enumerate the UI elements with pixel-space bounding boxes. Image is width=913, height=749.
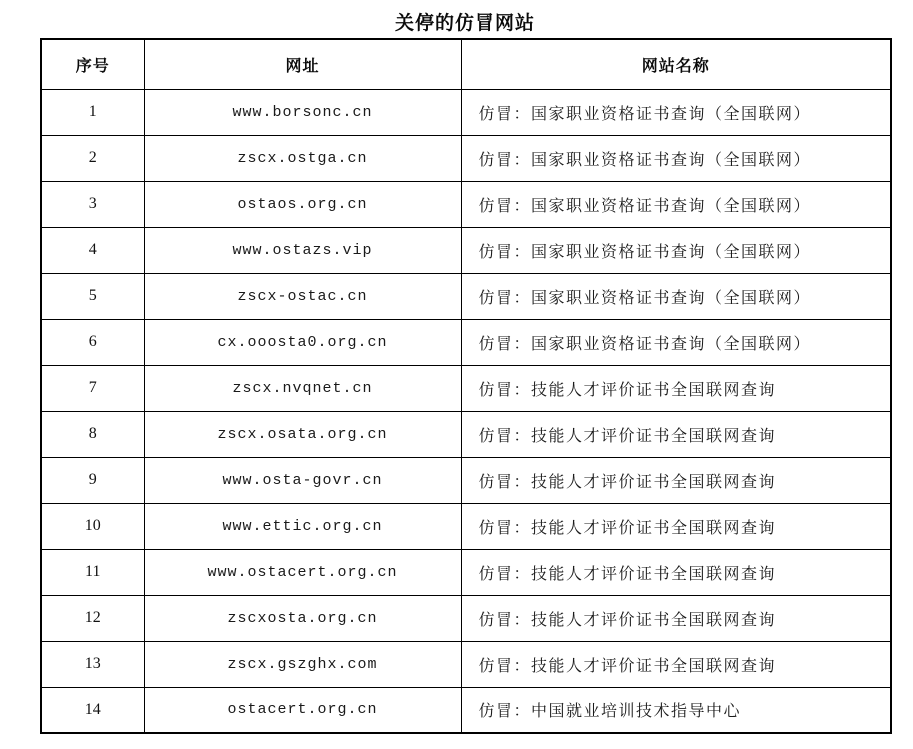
site-name: 仿冒：技能人才评价证书全国联网查询 <box>461 365 891 411</box>
row-index: 13 <box>41 641 144 687</box>
table-row <box>41 457 891 503</box>
table-row <box>41 273 891 319</box>
site-url: www.ettic.org.cn <box>144 503 461 549</box>
site-name: 仿冒：国家职业资格证书查询（全国联网） <box>461 227 891 273</box>
row-index: 1 <box>41 89 144 135</box>
row-index: 8 <box>41 411 144 457</box>
site-url: cx.ooosta0.org.cn <box>144 319 461 365</box>
table-row <box>41 365 891 411</box>
site-name: 仿冒：中国就业培训技术指导中心 <box>461 687 891 733</box>
site-url: zscx.gszghx.com <box>144 641 461 687</box>
row-index: 4 <box>41 227 144 273</box>
site-url: zscx.osata.org.cn <box>144 411 461 457</box>
site-url: www.ostazs.vip <box>144 227 461 273</box>
header-site-name: 网站名称 <box>461 39 891 89</box>
table-row <box>41 549 891 595</box>
row-index: 2 <box>41 135 144 181</box>
table-row <box>41 319 891 365</box>
site-name: 仿冒：国家职业资格证书查询（全国联网） <box>461 319 891 365</box>
site-name: 仿冒：技能人才评价证书全国联网查询 <box>461 457 891 503</box>
site-name: 仿冒：技能人才评价证书全国联网查询 <box>461 411 891 457</box>
site-name: 仿冒：技能人才评价证书全国联网查询 <box>461 595 891 641</box>
page-title: 关停的仿冒网站 <box>394 13 535 34</box>
site-name: 仿冒：技能人才评价证书全国联网查询 <box>461 641 891 687</box>
site-name: 仿冒：国家职业资格证书查询（全国联网） <box>461 273 891 319</box>
row-index: 7 <box>41 365 144 411</box>
table-row <box>41 411 891 457</box>
table-row <box>41 687 891 733</box>
site-url: ostacert.org.cn <box>144 687 461 733</box>
site-name: 仿冒：国家职业资格证书查询（全国联网） <box>461 135 891 181</box>
table-row <box>41 135 891 181</box>
row-index: 10 <box>41 503 144 549</box>
site-name: 仿冒：技能人才评价证书全国联网查询 <box>461 503 891 549</box>
row-index: 9 <box>41 457 144 503</box>
table-row <box>41 181 891 227</box>
site-url: www.borsonc.cn <box>144 89 461 135</box>
table-row <box>41 595 891 641</box>
table-row <box>41 89 891 135</box>
site-name: 仿冒：国家职业资格证书查询（全国联网） <box>461 181 891 227</box>
header-serial-number: 序号 <box>41 39 144 89</box>
table-row <box>41 641 891 687</box>
row-index: 5 <box>41 273 144 319</box>
site-url: www.ostacert.org.cn <box>144 549 461 595</box>
site-url: www.osta-govr.cn <box>144 457 461 503</box>
row-index: 12 <box>41 595 144 641</box>
table-row <box>41 227 891 273</box>
row-index: 6 <box>41 319 144 365</box>
table-row <box>41 503 891 549</box>
site-url: zscx.ostga.cn <box>144 135 461 181</box>
header-row <box>41 39 891 89</box>
site-url: zscx.nvqnet.cn <box>144 365 461 411</box>
site-url: zscx-ostac.cn <box>144 273 461 319</box>
row-index: 3 <box>41 181 144 227</box>
row-index: 14 <box>41 687 144 733</box>
fake-sites-table <box>40 38 892 734</box>
site-url: zscxosta.org.cn <box>144 595 461 641</box>
site-url: ostaos.org.cn <box>144 181 461 227</box>
row-index: 11 <box>41 549 144 595</box>
header-url: 网址 <box>144 39 461 89</box>
site-name: 仿冒：国家职业资格证书查询（全国联网） <box>461 89 891 135</box>
site-name: 仿冒：技能人才评价证书全国联网查询 <box>461 549 891 595</box>
